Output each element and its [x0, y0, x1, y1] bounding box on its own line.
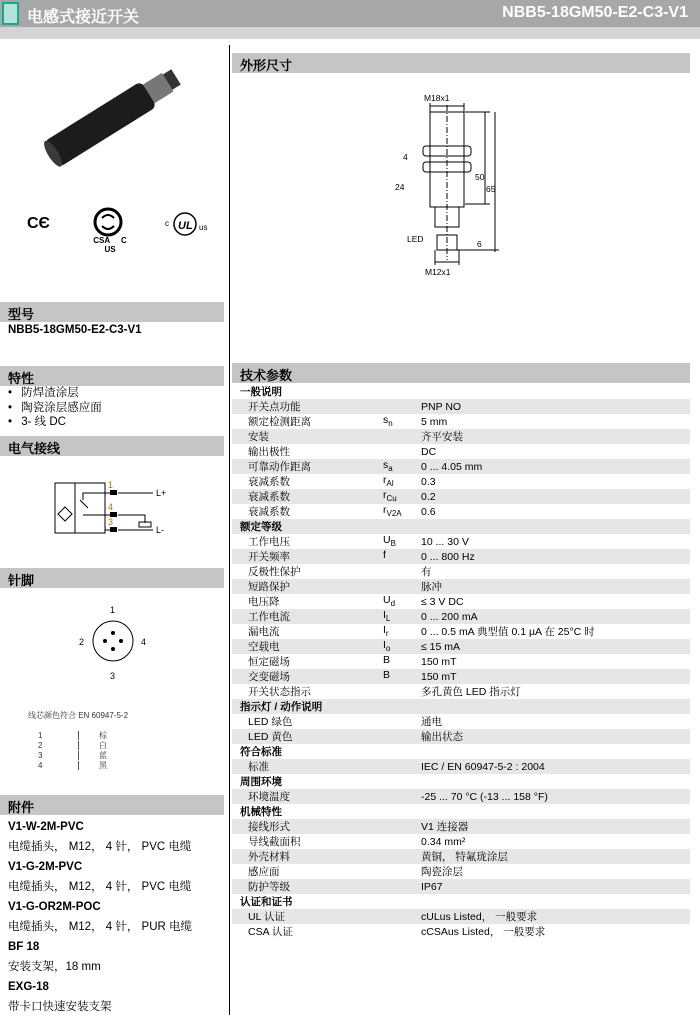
spec-row	[232, 789, 690, 804]
spec-symbol	[383, 729, 421, 744]
symbol-subscript: V2A	[386, 509, 402, 519]
accessory-name: BF 18	[8, 941, 40, 953]
spec-value: -25 ... 70 °C (-13 ... 158 °F)	[421, 790, 548, 803]
accessory-desc: 带卡口快速安装支架	[8, 1001, 112, 1013]
accessory-name: V1-W-2M-PVC	[8, 821, 84, 833]
accessories-list	[8, 817, 192, 1017]
spec-row	[232, 414, 690, 429]
spec-row	[232, 684, 690, 699]
spec-row	[232, 549, 690, 564]
spec-row	[232, 729, 690, 744]
spec-value: 陶瓷涂层	[421, 866, 463, 878]
spec-value: 0.6	[421, 505, 436, 518]
spec-symbol	[383, 879, 421, 894]
spec-label: 空载电	[248, 641, 280, 653]
spec-label: 标准	[248, 761, 269, 773]
spec-category: 周围环境	[240, 776, 282, 788]
feature-item: • 陶瓷涂层感应面	[8, 401, 102, 416]
accessory-desc: 电缆插头， M12， 4 针， PUR 电缆	[8, 921, 193, 933]
spec-value: DC	[421, 445, 437, 458]
dim-label: 50	[475, 172, 485, 182]
feature-item: • 3- 线 DC	[8, 415, 102, 430]
model-value: NBB5-18GM50-E2-C3-V1	[8, 324, 142, 336]
symbol: B	[383, 654, 391, 667]
csa-mark-icon	[92, 206, 124, 238]
sub-bar	[0, 27, 700, 39]
spec-symbol	[383, 759, 421, 774]
accessory-desc: 电缆插头， M12， 4 针， PVC 电缆	[8, 841, 192, 853]
spec-label: 接线形式	[248, 821, 290, 833]
spec-label: 反极性保护	[248, 566, 301, 578]
symbol-subscript: Cu	[386, 494, 397, 504]
dim-label: LED	[407, 234, 424, 244]
spec-value: 10 ... 30 V	[421, 535, 469, 548]
accessory-desc: 电缆插头， M12， 4 针， PVC 电缆	[8, 881, 192, 893]
accessory-name: V1-G-OR2M-POC	[8, 901, 101, 913]
spec-symbol	[383, 429, 421, 444]
pin-label: 3	[108, 517, 114, 527]
symbol-subscript: n	[388, 419, 393, 429]
spec-label: 可靠动作距离	[248, 461, 311, 473]
spec-row	[232, 489, 690, 504]
spec-value: IP67	[421, 880, 443, 893]
dim-label: M18x1	[424, 93, 450, 103]
brand-logo	[2, 2, 19, 25]
symbol: s	[383, 414, 389, 427]
spec-row	[232, 639, 690, 654]
spec-category-row	[232, 804, 690, 819]
supply-plus: L+	[156, 488, 167, 498]
ce-mark-icon: CЄ	[27, 215, 50, 232]
sensor-photo	[30, 60, 200, 170]
symbol: r	[383, 504, 387, 517]
spec-row	[232, 429, 690, 444]
spec-label: 漏电流	[248, 626, 280, 638]
symbol: r	[383, 474, 387, 487]
section-specs: 技术参数	[232, 363, 690, 383]
spec-value: 0.2	[421, 490, 436, 503]
pin-number: 1	[110, 605, 116, 615]
spec-row	[232, 609, 690, 624]
wire-pin: 4	[38, 761, 43, 770]
pinout-diagram	[75, 603, 155, 683]
spec-row	[232, 759, 690, 774]
dimension-drawing	[390, 88, 510, 283]
pin-label: 1	[108, 480, 114, 490]
spec-row	[232, 849, 690, 864]
spec-label: 电压降	[248, 596, 280, 608]
spec-value: 有	[421, 566, 432, 578]
spec-value: 黄铜， 特氟珑涂层	[421, 851, 508, 863]
spec-symbol	[383, 444, 421, 459]
symbol: B	[383, 669, 391, 682]
spec-value: V1 连接器	[421, 821, 469, 833]
spec-symbol	[383, 654, 421, 669]
spec-symbol	[383, 924, 421, 939]
spec-value: ≤ 3 V DC	[421, 595, 464, 608]
spec-value: 0 ... 200 mA	[421, 610, 478, 623]
spec-category-row	[232, 519, 690, 534]
spec-value: 0 ... 800 Hz	[421, 550, 475, 563]
spec-value: 0 ... 0.5 mA 典型值 0.1 µA 在 25°C 时	[421, 626, 595, 638]
accessory-desc: 安装支架，18 mm	[8, 961, 101, 973]
spec-category: 一般说明	[240, 386, 282, 398]
spec-symbol	[383, 849, 421, 864]
svg-text:us: us	[199, 223, 208, 232]
symbol: I	[383, 609, 386, 622]
product-model: NBB5-18GM50-E2-C3-V1	[502, 4, 688, 21]
section-wiring: 电气接线	[0, 436, 224, 456]
wire-color: 白	[78, 741, 107, 750]
accessory-name: V1-G-2M-PVC	[8, 861, 83, 873]
spec-value: cCSAus Listed， 一般要求	[421, 926, 546, 938]
spec-table	[232, 384, 690, 939]
dim-label: 4	[403, 152, 408, 162]
spec-value: PNP NO	[421, 400, 462, 413]
spec-row	[232, 834, 690, 849]
spec-symbol	[383, 579, 421, 594]
pin-number: 2	[79, 637, 85, 647]
spec-label: 工作电压	[248, 536, 290, 548]
spec-symbol	[383, 399, 421, 414]
spec-label: 开关点功能	[248, 401, 301, 413]
spec-label: 外壳材料	[248, 851, 290, 863]
dim-label: 6	[477, 239, 482, 249]
spec-label: 感应面	[248, 866, 280, 878]
spec-category: 机械特性	[240, 806, 282, 818]
wire-color: 黑	[78, 761, 107, 770]
column-divider	[229, 45, 230, 1015]
spec-value: 5 mm	[421, 415, 448, 428]
section-accessories: 附件	[0, 795, 224, 815]
spec-value: 0.34 mm²	[421, 835, 466, 848]
spec-symbol	[383, 549, 421, 564]
spec-row	[232, 504, 690, 519]
symbol-subscript: o	[385, 644, 391, 654]
symbol: U	[383, 594, 391, 607]
spec-label: 恒定磁场	[248, 656, 290, 668]
ul-mark-icon	[165, 210, 215, 240]
spec-value: 多孔黄色 LED 指示灯	[421, 686, 521, 698]
symbol: U	[383, 534, 391, 547]
spec-category: 符合标准	[240, 746, 282, 758]
symbol: I	[383, 624, 386, 637]
symbol: s	[383, 459, 389, 472]
spec-row	[232, 534, 690, 549]
spec-label: 安装	[248, 431, 269, 443]
symbol-subscript: a	[388, 464, 393, 474]
pin-number: 3	[110, 671, 116, 681]
spec-value: 150 mT	[421, 655, 457, 668]
symbol: I	[383, 639, 386, 652]
spec-value: 0.3	[421, 475, 436, 488]
dim-label: 65	[486, 184, 496, 194]
spec-symbol	[383, 564, 421, 579]
wire-color: 棕	[78, 731, 107, 740]
csa-mark-text: CSA C US	[93, 236, 127, 254]
spec-row	[232, 714, 690, 729]
spec-value: 脉冲	[421, 581, 442, 593]
wire-color: 蓝	[78, 751, 107, 760]
spec-symbol	[383, 834, 421, 849]
spec-symbol	[383, 624, 421, 639]
dim-label: 24	[395, 182, 405, 192]
spec-value: cULus Listed， 一般要求	[421, 911, 538, 923]
spec-label: 开关频率	[248, 551, 290, 563]
spec-symbol	[383, 684, 421, 699]
spec-label: 衰减系数	[248, 476, 290, 488]
wire-color-table	[28, 710, 128, 771]
spec-category: 指示灯 / 动作说明	[240, 701, 323, 713]
svg-text:UL: UL	[178, 220, 193, 232]
symbol-subscript: d	[390, 599, 396, 609]
spec-value: 150 mT	[421, 670, 457, 683]
spec-label: 衰减系数	[248, 506, 290, 518]
spec-category: 额定等级	[240, 521, 282, 533]
spec-value: IEC / EN 60947-5-2 : 2004	[421, 760, 545, 773]
spec-symbol	[383, 819, 421, 834]
spec-symbol	[383, 474, 421, 489]
spec-row	[232, 594, 690, 609]
accessory-name: EXG-18	[8, 981, 49, 993]
product-category: 电感式接近开关	[27, 9, 140, 26]
spec-row	[232, 864, 690, 879]
section-dimensions: 外形尺寸	[232, 53, 690, 73]
spec-label: 输出极性	[248, 446, 290, 458]
spec-label: LED 绿色	[248, 716, 293, 728]
spec-category-row	[232, 774, 690, 789]
spec-symbol	[383, 504, 421, 519]
spec-row	[232, 564, 690, 579]
spec-row	[232, 399, 690, 414]
spec-label: 环境温度	[248, 791, 290, 803]
spec-symbol	[383, 609, 421, 624]
spec-label: 短路保护	[248, 581, 290, 593]
spec-symbol	[383, 669, 421, 684]
spec-row	[232, 654, 690, 669]
wire-pin: 1	[38, 731, 43, 740]
spec-row	[232, 444, 690, 459]
symbol-subscript: Al	[386, 479, 394, 489]
spec-value: 通电	[421, 716, 442, 728]
symbol-subscript: L	[385, 614, 391, 624]
spec-symbol	[383, 534, 421, 549]
dim-label: M12x1	[425, 267, 451, 277]
features-list	[8, 386, 102, 430]
spec-value: 0 ... 4.05 mm	[421, 460, 483, 473]
spec-value: ≤ 15 mA	[421, 640, 461, 653]
spec-row	[232, 624, 690, 639]
spec-row	[232, 669, 690, 684]
spec-symbol	[383, 594, 421, 609]
wiring-diagram	[50, 478, 180, 548]
symbol: f	[383, 549, 386, 562]
feature-item: • 防焊渣涂层	[8, 386, 102, 401]
title-bar	[0, 0, 700, 27]
pin-number: 4	[141, 637, 147, 647]
spec-symbol	[383, 414, 421, 429]
spec-symbol	[383, 459, 421, 474]
spec-row	[232, 579, 690, 594]
spec-value: 输出状态	[421, 731, 463, 743]
spec-symbol	[383, 909, 421, 924]
symbol: r	[383, 489, 387, 502]
spec-category: 认证和证书	[240, 896, 293, 908]
spec-row	[232, 819, 690, 834]
spec-label: 导线截面积	[248, 836, 301, 848]
symbol-subscript: r	[385, 629, 389, 639]
spec-label: 开关状态指示	[248, 686, 311, 698]
supply-minus: L-	[156, 525, 165, 535]
spec-label: 防护等级	[248, 881, 290, 893]
spec-category-row	[232, 894, 690, 909]
spec-row	[232, 924, 690, 939]
spec-symbol	[383, 489, 421, 504]
spec-label: LED 黄色	[248, 731, 293, 743]
wire-pin: 3	[38, 751, 43, 760]
wire-color-note: 线芯颜色符合 EN 60947-5-2	[28, 711, 129, 720]
spec-row	[232, 474, 690, 489]
spec-symbol	[383, 714, 421, 729]
spec-row	[232, 879, 690, 894]
spec-value: 齐平安装	[421, 431, 463, 443]
spec-label: 工作电流	[248, 611, 290, 623]
spec-label: 交变磁场	[248, 671, 290, 683]
spec-symbol	[383, 639, 421, 654]
spec-label: CSA 认证	[248, 926, 293, 938]
spec-row	[232, 459, 690, 474]
spec-label: 衰减系数	[248, 491, 290, 503]
spec-category-row	[232, 699, 690, 714]
spec-symbol	[383, 864, 421, 879]
section-features: 特性	[0, 366, 224, 386]
spec-row	[232, 909, 690, 924]
section-pinout: 针脚	[0, 568, 224, 588]
symbol-subscript: B	[390, 539, 396, 549]
spec-category-row	[232, 744, 690, 759]
svg-text:c: c	[165, 219, 169, 228]
spec-category-row	[232, 384, 690, 399]
pin-label: 4	[108, 502, 114, 512]
section-model: 型号	[0, 302, 224, 322]
spec-symbol	[383, 789, 421, 804]
wire-pin: 2	[38, 741, 43, 750]
spec-label: 额定检测距离	[248, 416, 311, 428]
spec-label: UL 认证	[248, 911, 285, 923]
